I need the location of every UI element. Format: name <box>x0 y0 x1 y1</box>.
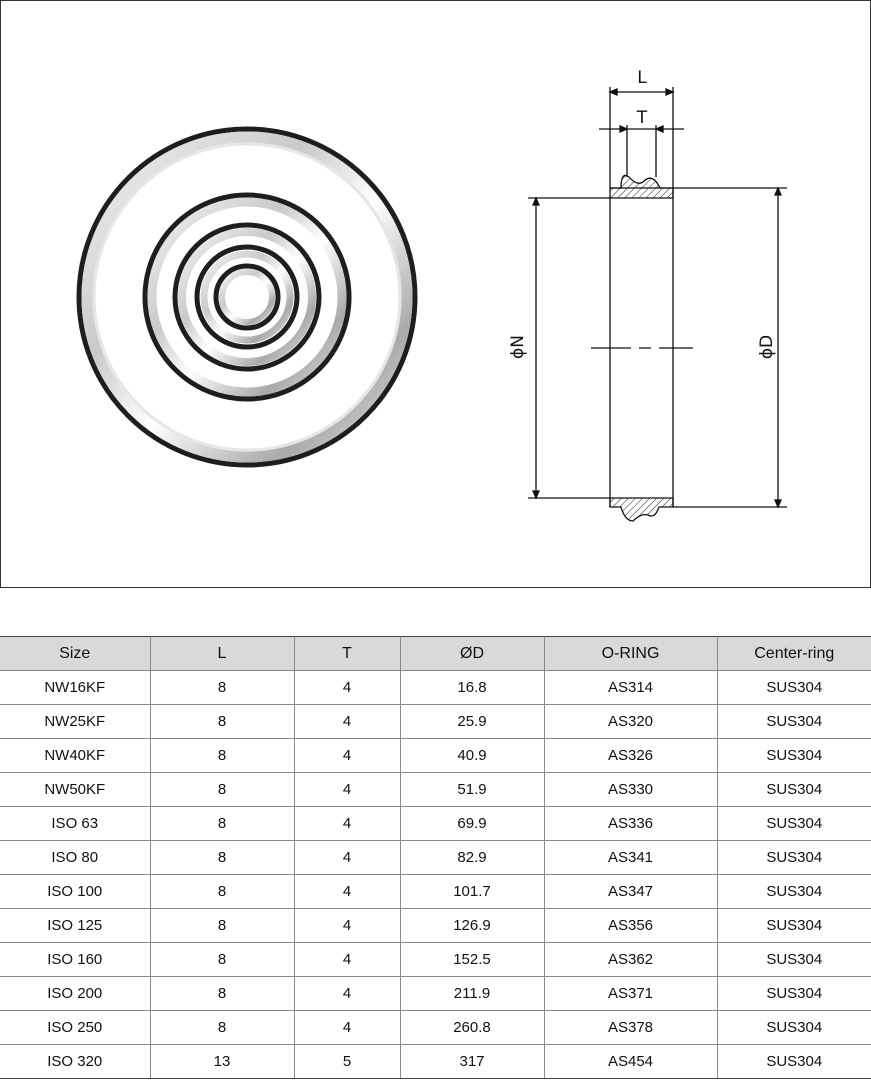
dimension-label-t: T <box>636 108 648 128</box>
dimension-label-l: L <box>637 68 647 88</box>
cell-o-ring: AS362 <box>544 943 717 977</box>
cell-o-ring: AS454 <box>544 1045 717 1079</box>
cell-center-ring: SUS304 <box>717 1045 871 1079</box>
table-row <box>0 1011 871 1045</box>
cell-l: 8 <box>150 773 294 807</box>
column-header-d: ØD <box>400 637 544 671</box>
table-row <box>0 773 871 807</box>
cell-o-ring: AS356 <box>544 909 717 943</box>
cell-t: 4 <box>294 807 400 841</box>
cell-d: 152.5 <box>400 943 544 977</box>
cell-l: 8 <box>150 671 294 705</box>
cell-l: 8 <box>150 841 294 875</box>
cell-d: 126.9 <box>400 909 544 943</box>
cell-d: 25.9 <box>400 705 544 739</box>
cell-l: 8 <box>150 943 294 977</box>
cell-l: 8 <box>150 1011 294 1045</box>
cell-size: NW50KF <box>0 773 150 807</box>
cell-size: NW40KF <box>0 739 150 773</box>
table-row <box>0 671 871 705</box>
cell-d: 101.7 <box>400 875 544 909</box>
cell-t: 4 <box>294 875 400 909</box>
cell-size: NW25KF <box>0 705 150 739</box>
cell-o-ring: AS336 <box>544 807 717 841</box>
center-ring-photo <box>79 129 415 465</box>
cell-o-ring: AS326 <box>544 739 717 773</box>
table-row <box>0 841 871 875</box>
column-header-center-ring: Center-ring <box>717 637 871 671</box>
cell-size: ISO 100 <box>0 875 150 909</box>
cell-o-ring: AS320 <box>544 705 717 739</box>
cell-center-ring: SUS304 <box>717 875 871 909</box>
product-figure <box>1 1 870 587</box>
cell-d: 82.9 <box>400 841 544 875</box>
cell-center-ring: SUS304 <box>717 705 871 739</box>
cell-d: 317 <box>400 1045 544 1079</box>
cell-size: NW16KF <box>0 671 150 705</box>
cell-t: 4 <box>294 705 400 739</box>
cell-d: 69.9 <box>400 807 544 841</box>
cross-section-drawing <box>528 87 787 521</box>
cell-center-ring: SUS304 <box>717 909 871 943</box>
cell-o-ring: AS314 <box>544 671 717 705</box>
cell-t: 4 <box>294 977 400 1011</box>
cell-o-ring: AS347 <box>544 875 717 909</box>
cell-size: ISO 80 <box>0 841 150 875</box>
cell-center-ring: SUS304 <box>717 1011 871 1045</box>
cell-l: 8 <box>150 705 294 739</box>
cell-size: ISO 200 <box>0 977 150 1011</box>
cell-center-ring: SUS304 <box>717 841 871 875</box>
cell-l: 8 <box>150 739 294 773</box>
cell-size: ISO 63 <box>0 807 150 841</box>
table-row <box>0 739 871 773</box>
cell-center-ring: SUS304 <box>717 739 871 773</box>
table-row <box>0 807 871 841</box>
dimension-label-d: ϕD <box>757 334 777 360</box>
table-row <box>0 943 871 977</box>
cell-l: 13 <box>150 1045 294 1079</box>
cell-d: 40.9 <box>400 739 544 773</box>
cell-center-ring: SUS304 <box>717 977 871 1011</box>
cell-d: 260.8 <box>400 1011 544 1045</box>
table-row <box>0 909 871 943</box>
cell-size: ISO 125 <box>0 909 150 943</box>
cell-t: 4 <box>294 943 400 977</box>
cell-center-ring: SUS304 <box>717 773 871 807</box>
column-header-t: T <box>294 637 400 671</box>
table-row <box>0 875 871 909</box>
cell-o-ring: AS378 <box>544 1011 717 1045</box>
cell-size: ISO 160 <box>0 943 150 977</box>
cell-d: 16.8 <box>400 671 544 705</box>
cell-center-ring: SUS304 <box>717 807 871 841</box>
cell-o-ring: AS341 <box>544 841 717 875</box>
cell-t: 4 <box>294 739 400 773</box>
cell-t: 4 <box>294 1011 400 1045</box>
cell-d: 211.9 <box>400 977 544 1011</box>
cell-t: 4 <box>294 841 400 875</box>
cell-l: 8 <box>150 875 294 909</box>
cell-o-ring: AS330 <box>544 773 717 807</box>
table-body <box>0 671 871 1079</box>
cell-t: 5 <box>294 1045 400 1079</box>
table-row <box>0 977 871 1011</box>
cell-center-ring: SUS304 <box>717 671 871 705</box>
column-header-size: Size <box>0 637 150 671</box>
cell-center-ring: SUS304 <box>717 943 871 977</box>
cell-t: 4 <box>294 773 400 807</box>
cell-t: 4 <box>294 909 400 943</box>
cell-o-ring: AS371 <box>544 977 717 1011</box>
table-header-row <box>0 637 871 671</box>
cell-l: 8 <box>150 977 294 1011</box>
dimension-label-n: ϕN <box>508 335 528 359</box>
table-row <box>0 705 871 739</box>
cell-size: ISO 320 <box>0 1045 150 1079</box>
specification-table <box>0 636 871 1079</box>
cell-l: 8 <box>150 909 294 943</box>
cell-d: 51.9 <box>400 773 544 807</box>
cell-t: 4 <box>294 671 400 705</box>
cell-size: ISO 250 <box>0 1011 150 1045</box>
column-header-o-ring: O-RING <box>544 637 717 671</box>
cell-l: 8 <box>150 807 294 841</box>
column-header-l: L <box>150 637 294 671</box>
table-row <box>0 1045 871 1079</box>
